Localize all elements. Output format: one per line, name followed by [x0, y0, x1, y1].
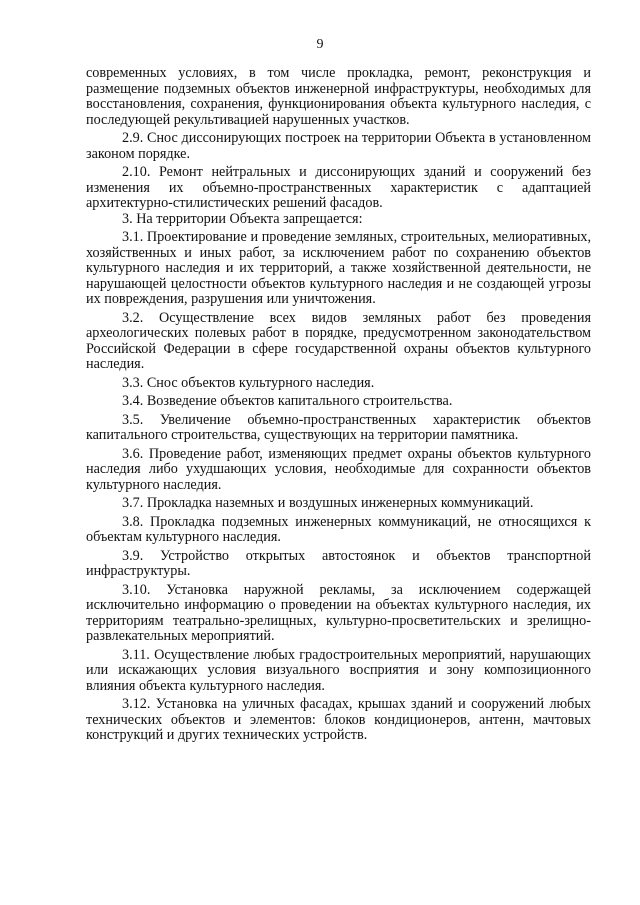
- paragraph-3-7: 3.7. Прокладка наземных и воздушных инженерных коммуникаций.: [122, 495, 534, 511]
- paragraph-3-5: 3.5. Увеличение объемно-пространственных характеристик объектов капитального строительства, существующих на территории памятника.: [86, 411, 591, 443]
- paragraph-3-3: 3.3. Снос объектов культурного наследия.: [122, 374, 375, 391]
- paragraph-3-1: 3.1. Проектирование и проведение земляных, строительных, мелиоративных, хозяйственных и иных работ, за исключением работ по сохранению объектов культурного наследия и их территорий, а также хозяйственной деятельности, не нарушающей целостности объектов культурного наследия и не создающей угрозы их повреждения, разрушения или уничтожения.: [86, 229, 591, 307]
- paragraph-3: 3. На территории Объекта запрещается:: [122, 210, 363, 227]
- paragraph-3-9: 3.9. Устройство открытых автостоянок и объектов транспортной инфраструктуры.: [86, 547, 591, 579]
- paragraph-3-6: 3.6. Проведение работ, изменяющих предмет охраны объектов культурного наследия либо ухудшающих условия, необходимые для сохранности объектов культурного наследия.: [86, 445, 591, 493]
- paragraph-2-9: 2.9. Снос диссонирующих построек на территории Объекта в установленном законом порядке.: [86, 130, 591, 162]
- paragraph-3-4: 3.4. Возведение объектов капитального строительства.: [122, 393, 453, 409]
- paragraph-3-12: 3.12. Установка на уличных фасадах, крышах зданий и сооружений любых технических объектов и элементов: блоков кондиционеров, антенн, мачтовых конструкций и других технических устройств.: [86, 696, 591, 743]
- paragraph-2-10: 2.10. Ремонт нейтральных и диссонирующих зданий и сооружений без изменения их объемно-пространственных характеристик с адаптацией архитектурно-стилистических решений фасадов.: [86, 164, 591, 211]
- paragraph-3-8: 3.8. Прокладка подземных инженерных коммуникаций, не относящихся к объектам культурного наследия.: [86, 513, 591, 545]
- document-body: [86, 66, 591, 744]
- paragraph-3-11: 3.11. Осуществление любых градостроительных мероприятий, нарушающих или искажающих условия визуального восприятия и зону композиционного влияния объекта культурного наследия.: [86, 646, 591, 694]
- page-number: 9: [316, 37, 324, 52]
- paragraph-3-10: 3.10. Установка наружной рекламы, за исключением содержащей исключительно информацию о проведении на объектах культурного наследия, их территориям театрально-зрелищных, культурно-просветительских и зрелищно-развлекательных мероприятий.: [86, 581, 591, 644]
- paragraph-3-2: 3.2. Осуществление всех видов земляных работ без проведения археологических полевых работ в порядке, предусмотренном законодательством Российской Федерации в сфере государственной охраны объектов культурного наследия.: [86, 309, 591, 372]
- paragraph-continuation: современных условиях, в том числе прокладка, ремонт, реконструкция и размещение подземных объектов инженерной инфраструктуры, необходимых для восстановления, сохранения, функционирования объекта культурного наследия, с последующей рекультивацией нарушенных участков.: [86, 65, 591, 128]
